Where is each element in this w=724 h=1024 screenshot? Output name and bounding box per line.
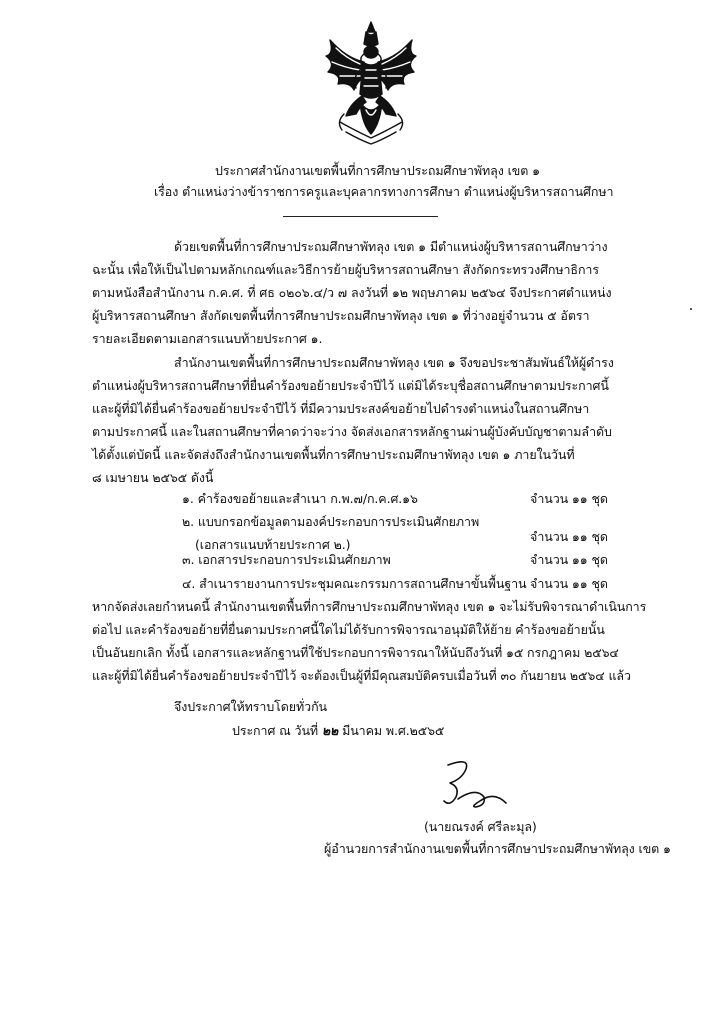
para3-line: ต่อไป และคำร้องขอย้ายที่ยื่นตามประกาศนี้ใดไม่ได้รับการพิจารณาอนุมัติให้ย้าย คำร้องขอย้ายนั้น [92, 622, 605, 637]
para3-line: และผู้ที่มิได้ยื่นคำร้องขอย้ายประจำปีไว้ จะต้องเป็นผู้ที่มีคุณสมบัติครบเมื่อวันที่ ๓๐ กันยายน ๒๕๖๔ แล้ว [92, 668, 631, 683]
document-item-label: ๓. เอกสารประกอบการประเมินศักยภาพ [182, 552, 391, 567]
para2-line: และผู้ที่มิได้ยื่นคำร้องขอย้ายประจำปีไว้ ที่มีความประสงค์ขอย้ายไปดำรงตำแหน่งในสถานศึกษา [92, 401, 590, 416]
document-item-quantity: จำนวน ๑๑ ชุด [530, 491, 608, 506]
document-item-label: ๒. แบบกรอกข้อมูลตามองค์ประกอบการประเมินศักยภาพ [182, 514, 480, 529]
garuda-emblem-icon [316, 18, 426, 148]
announcement-title: ประกาศสำนักงานเขตพื้นที่การศึกษาประถมศึกษาพัทลุง เขต ๑ [215, 163, 540, 178]
para3-line: หากจัดส่งเลยกำหนดนี้ สำนักงานเขตพื้นที่การศึกษาประถมศึกษาพัทลุง เขต ๑ จะไม่รับพิจารณาดำเนินการ [92, 599, 647, 614]
para1-line: ด้วยเขตพื้นที่การศึกษาประถมศึกษาพัทลุง เขต ๑ มีตำแหน่งผู้บริหารสถานศึกษาว่าง [174, 239, 608, 254]
para1-line: ตามหนังสือสำนักงาน ก.ค.ศ. ที่ ศธ ๐๒๐๖.๔/ว ๗ ลงวันที่ ๑๒ พฤษภาคม ๒๕๖๔ จึงประกาศตำแหน่ง [92, 285, 612, 300]
para2-line: ตำแหน่งผู้บริหารสถานศึกษาที่ยื่นคำร้องขอย้ายประจำปีไว้ แต่มิได้ระบุชื่อสถานศึกษาตามประกาศนี้ [92, 378, 609, 393]
para1-line: ฉะนั้น เพื่อให้เป็นไปตามหลักเกณฑ์และวิธีการย้ายผู้บริหารสถานศึกษา สังกัดกระทรวงศึกษาธิการ [92, 262, 599, 277]
announcement-date [232, 723, 444, 739]
para2-line: ได้ตั้งแต่บัดนี้ และจัดส่งถึงสำนักงานเขตพื้นที่การศึกษาประถมศึกษาพัทลุง เขต ๑ ภายในวันที่ [92, 447, 575, 462]
para2-line: สำนักงานเขตพื้นที่การศึกษาประถมศึกษาพัทลุง เขต ๑ จึงขอประชาสัมพันธ์ให้ผู้ดำรง [174, 355, 614, 370]
announcement-subject: เรื่อง ตำแหน่งว่างข้าราชการครูและบุคลากรทางการศึกษา ตำแหน่งผู้บริหารสถานศึกษา [154, 184, 614, 199]
document-item-label: ๑. คำร้องขอย้ายและสำเนา ก.พ.๗/ก.ค.ศ.๑๖ [182, 491, 418, 506]
document-item-label: (เอกสารแนบท้ายประกาศ ๒.) [195, 537, 351, 552]
signatory-name: (นายณรงค์ ศรีละมุล) [424, 819, 537, 834]
para2-line: ตามประกาศนี้ และในสถานศึกษาที่คาดว่าจะว่าง จัดส่งเอกสารหลักฐานผ่านผู้บังคับบัญชาตามลำดับ [92, 424, 612, 439]
para1-line: ผู้บริหารสถานศึกษา สังกัดเขตพื้นที่การศึกษาประถมศึกษาพัทลุง เขต ๑ ที่ว่างอยู่จำนวน ๕ อัตรา [92, 308, 590, 323]
date-prefix: ประกาศ ณ วันที่ [232, 723, 319, 738]
para3-line: เป็นอันยกเลิก ทั้งนี้ เอกสารและหลักฐานที่ใช้ประกอบการพิจารณาให้นับถึงวันที่ ๑๕ กรกฎาคม ๒๕๖๔ [92, 645, 619, 660]
stray-mark [690, 308, 692, 310]
document-item-quantity: จำนวน ๑๑ ชุด [530, 529, 608, 544]
document-item-quantity: จำนวน ๑๑ ชุด [530, 576, 608, 591]
date-suffix: มีนาคม พ.ศ.๒๕๖๕ [342, 723, 445, 738]
document-item-quantity: จำนวน ๑๑ ชุด [530, 552, 608, 567]
title-divider [283, 216, 438, 217]
document-item-label: ๔. สำเนารายงานการประชุมคณะกรรมการสถานศึกษาขั้นพื้นฐาน [182, 576, 527, 591]
closing-statement: จึงประกาศให้ทราบโดยทั่วกัน [174, 699, 327, 714]
handwritten-signature-icon [440, 757, 512, 817]
para2-line: ๘ เมษายน ๒๕๖๕ ดังนี้ [92, 470, 214, 485]
signatory-position: ผู้อำนวยการสำนักงานเขตพื้นที่การศึกษาประถมศึกษาพัทลุง เขต ๑ [324, 841, 671, 856]
date-day-handwritten: ๒๒ [321, 723, 339, 738]
para1-line: รายละเอียดตามเอกสารแนบท้ายประกาศ ๑. [92, 331, 323, 346]
